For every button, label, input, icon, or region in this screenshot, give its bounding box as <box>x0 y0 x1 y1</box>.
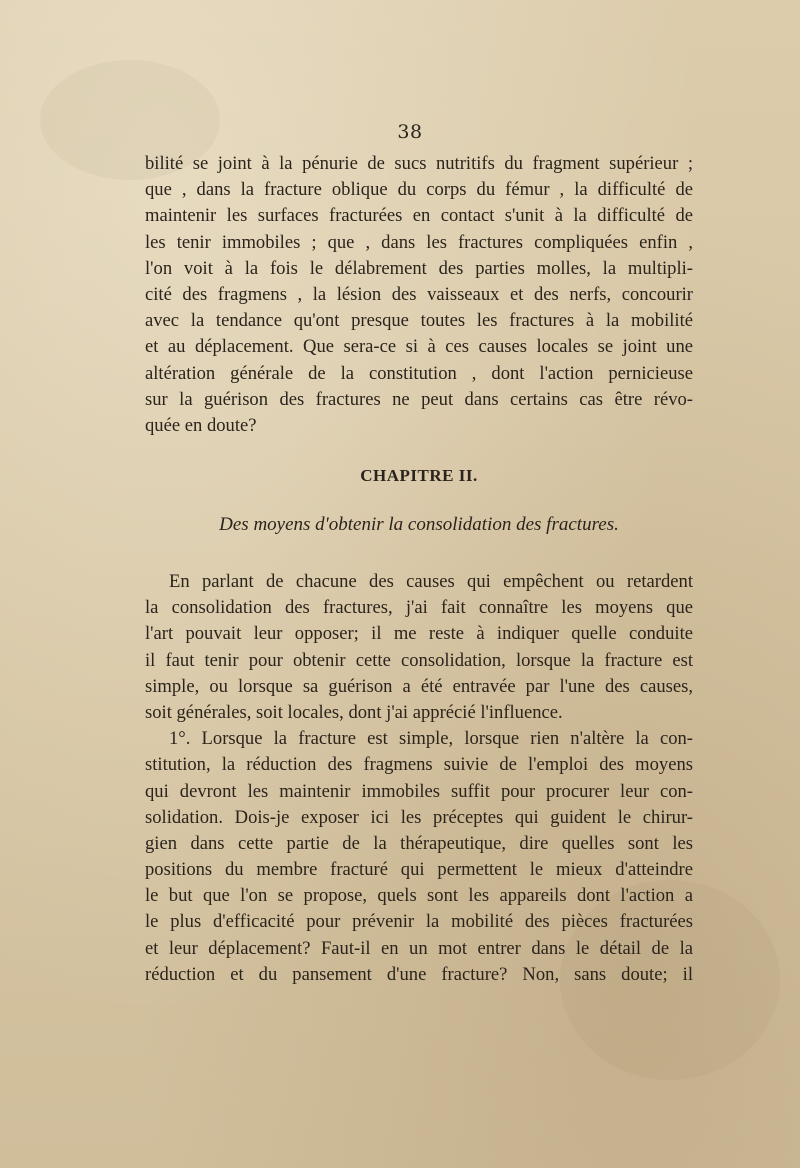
text-line: quée en doute? <box>145 414 257 436</box>
text-line: stitution, la réduction des fragmens suivie de l'emploi des moyens <box>145 754 693 776</box>
text-line: qui devront les maintenir immobiles suffit pour procurer leur con- <box>145 780 693 802</box>
text-line: et leur déplacement? Faut-il en un mot entrer dans le détail de la <box>145 937 693 959</box>
text-line: l'art pouvait leur opposer; il me reste à indiquer quelle conduite <box>145 623 693 645</box>
chapter-heading: CHAPITRE II. <box>360 466 478 485</box>
text-line: sur la guérison des fractures ne peut dans certains cas être révo- <box>145 388 693 410</box>
text-line: 1°. Lorsque la fracture est simple, lorsque rien n'altère la con- <box>169 728 693 750</box>
text-line: cité des fragmens , la lésion des vaisseaux et des nerfs, concourir <box>145 283 693 305</box>
text-line: avec la tendance qu'ont presque toutes les fractures à la mobilité <box>145 310 693 332</box>
text-line: gien dans cette partie de la thérapeutique, dire quelles sont les <box>145 832 693 854</box>
text-line: soit générales, soit locales, dont j'ai apprécié l'influence. <box>145 701 563 723</box>
text-line: bilité se joint à la pénurie de sucs nutritifs du fragment supérieur ; <box>145 153 693 174</box>
paragraph-1 <box>145 151 693 439</box>
text-line: solidation. Dois-je exposer ici les préceptes qui guident le chirur- <box>145 806 693 828</box>
text-line: altération générale de la constitution , dont l'action pernicieuse <box>145 362 693 384</box>
paragraph-2-and-3 <box>145 569 693 988</box>
text-line: simple, ou lorsque sa guérison a été entravée par l'une des causes, <box>145 675 693 697</box>
section-heading: Des moyens d'obtenir la consolidation des fractures. <box>219 514 619 535</box>
text-line: l'on voit à la fois le délabrement des parties molles, la multipli- <box>145 257 693 279</box>
text-line: maintenir les surfaces fracturées en contact s'unit à la difficulté de <box>145 205 693 227</box>
text-line: En parlant de chacune des causes qui empêchent ou retardent <box>169 571 693 592</box>
text-line: le but que l'on se propose, quels sont les appareils dont l'action a <box>145 885 693 907</box>
text-line: le plus d'efficacité pour prévenir la mobilité des pièces fracturées <box>145 911 693 933</box>
text-line: la consolidation des fractures, j'ai fait connaître les moyens que <box>145 597 693 619</box>
text-line: il faut tenir pour obtenir cette consolidation, lorsque la fracture est <box>145 649 693 671</box>
text-line: réduction et du pansement d'une fracture? Non, sans doute; il <box>145 963 693 985</box>
text-line: que , dans la fracture oblique du corps du fémur , la difficulté de <box>145 179 693 201</box>
text-line: positions du membre fracturé qui permettent le mieux d'atteindre <box>145 859 693 881</box>
text-line: et au déplacement. Que sera-ce si à ces causes locales se joint une <box>145 336 693 358</box>
page-number: 38 <box>397 121 423 143</box>
text-line: les tenir immobiles ; que , dans les fractures compliquées enfin , <box>145 231 693 253</box>
